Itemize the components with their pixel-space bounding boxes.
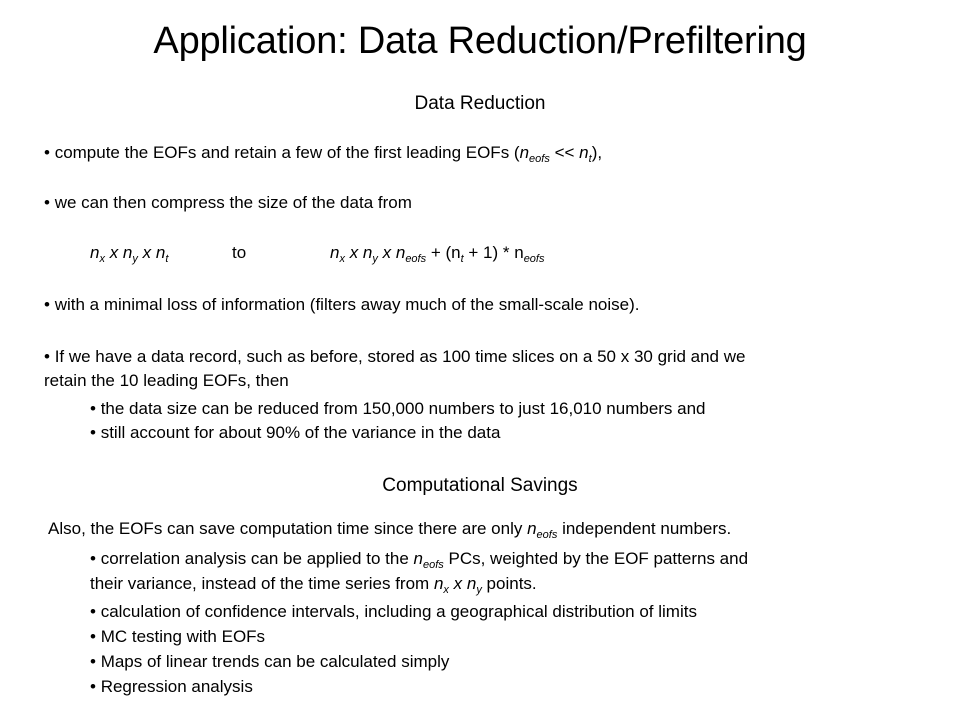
bullet-glyph: • (90, 423, 96, 442)
bullet-glyph: • (44, 295, 50, 314)
sub-bullet-linear-trends: • Maps of linear trends can be calculated simply (90, 652, 450, 671)
bullet-glyph: • (90, 399, 96, 418)
formula-original-size: $n_x$ x $n_y$ x $n_t$ (90, 243, 169, 265)
sub-bullet-confidence-intervals: • calculation of confidence intervals, including a geographical distribution of limits (90, 602, 697, 621)
bullet-glyph: • (90, 677, 96, 696)
formula-compressed-size: $n_x$ x $n_y$ x $n_{eofs} + (n_t + 1) * n_{eofs}$ (330, 243, 545, 265)
sub-bullet-data-size: • the data size can be reduced from 150,000 numbers to just 16,010 numbers and (90, 399, 706, 418)
section-heading-data-reduction: Data Reduction (414, 93, 546, 114)
savings-intro: Also, the EOFs can save computation time since there are only $n_{eofs}$ independent numbers. (48, 519, 732, 541)
bullet-glyph: • (44, 347, 50, 366)
sub-bullet-correlation-line1: • correlation analysis can be applied to the $n_{eofs}$ PCs, weighted by the EOF patterns and (90, 549, 749, 571)
section-heading-computational-savings: Computational Savings (382, 475, 578, 496)
bullet-compress-size: • we can then compress the size of the data from (44, 193, 412, 212)
bullet-data-record-line2: retain the 10 leading EOFs, then (44, 371, 289, 390)
bullet-data-record-line1: • If we have a data record, such as before, stored as 100 time slices on a 50 x 30 grid and we (44, 347, 746, 366)
bullet-glyph: • (44, 193, 50, 212)
bullet-compute-eofs: • compute the EOFs and retain a few of the first leading EOFs $(n_{eofs} << n_t)$, (44, 143, 603, 165)
bullet-glyph: • (44, 143, 50, 162)
slide-title: Application: Data Reduction/Prefiltering (153, 20, 807, 62)
formula-to: to (232, 243, 247, 262)
bullet-glyph: • (90, 627, 96, 646)
bullet-glyph: • (90, 602, 96, 621)
sub-bullet-variance: • still account for about 90% of the variance in the data (90, 423, 501, 442)
bullet-glyph: • (90, 549, 96, 568)
bullet-glyph: • (90, 652, 96, 671)
sub-bullet-correlation-line2: their variance, instead of the time series from $n_x$ x $n_y$ points. (90, 574, 537, 596)
sub-bullet-regression: • Regression analysis (90, 677, 253, 696)
sub-bullet-mc-testing: • MC testing with EOFs (90, 627, 266, 646)
bullet-minimal-loss: • with a minimal loss of information (filters away much of the small-scale noise). (44, 295, 640, 314)
